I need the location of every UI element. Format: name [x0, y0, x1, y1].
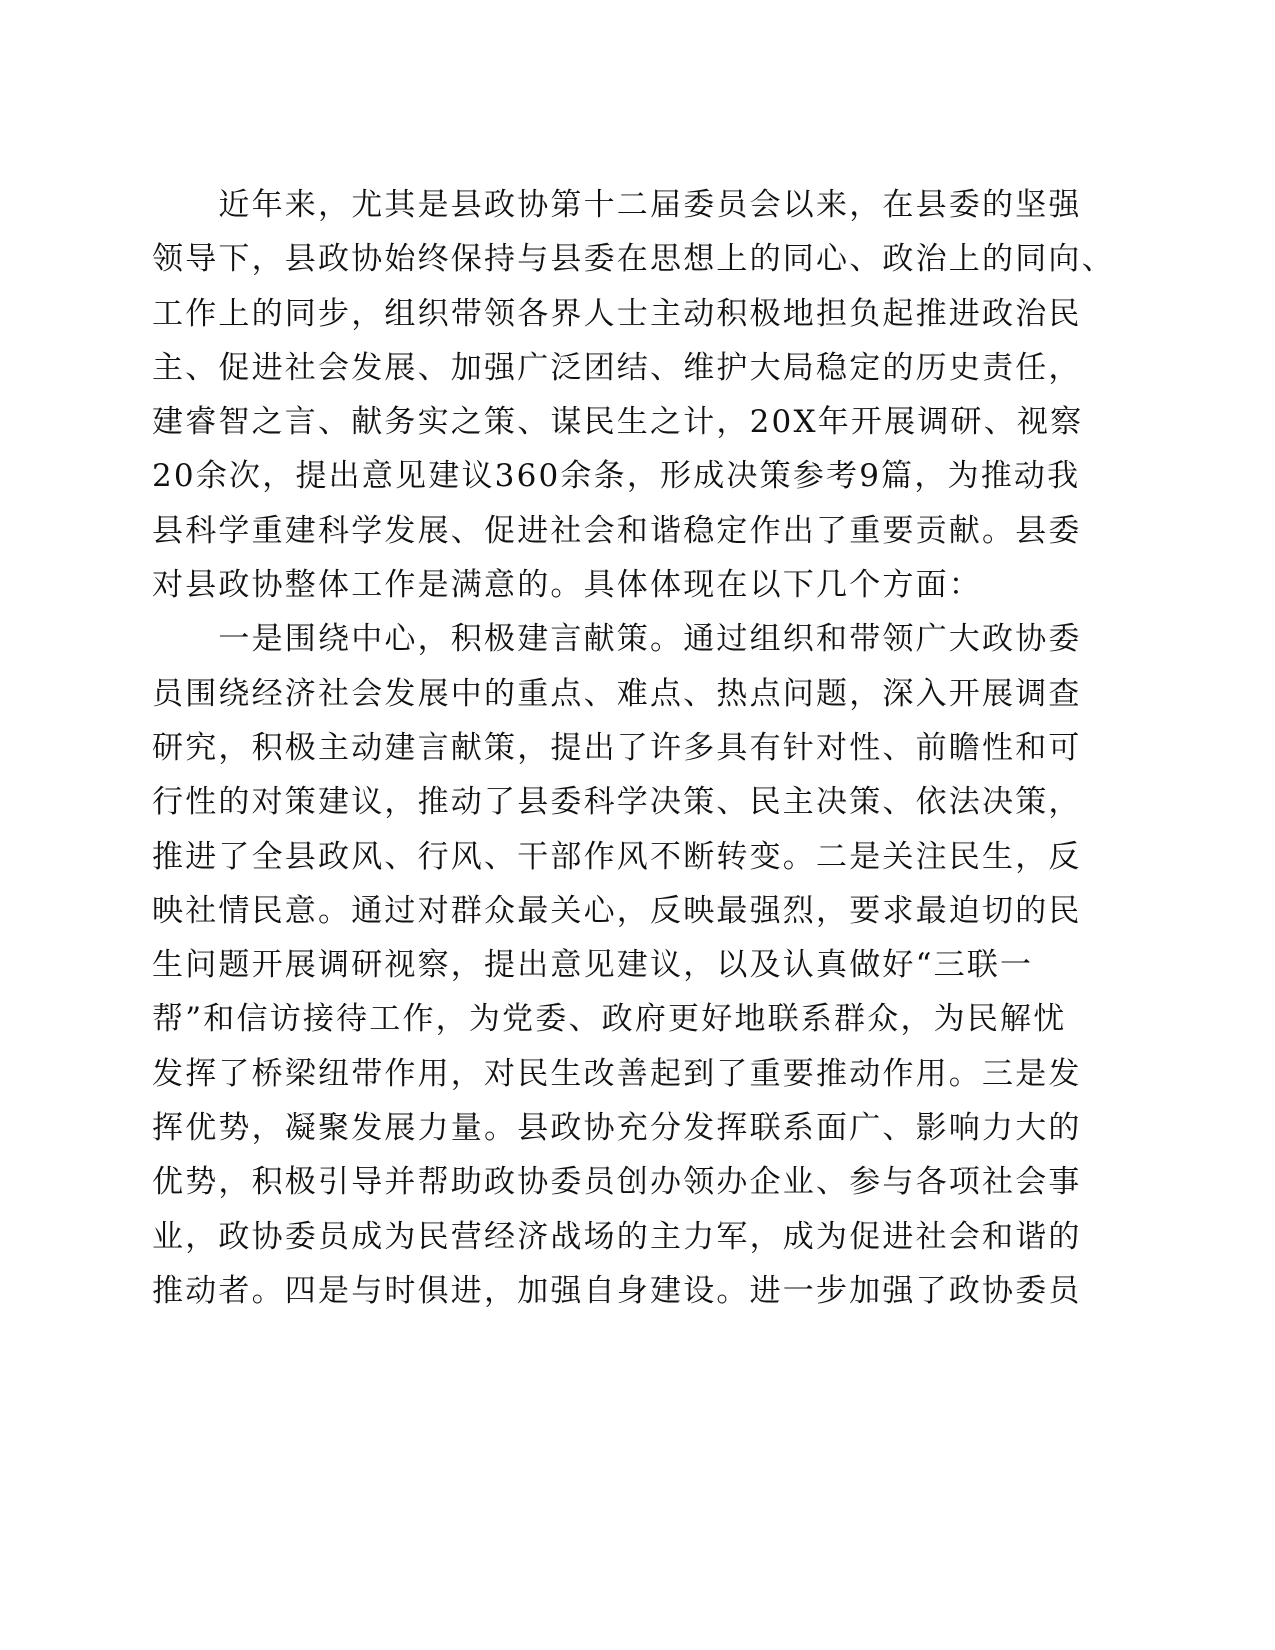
- text-line: 业，政协委员成为民营经济战场的主力军，成为促进社会和谐的: [152, 1218, 1082, 1255]
- text-line: 推进了全县政风、行风、干部作风不断转变。二是关注民生，反: [152, 838, 1082, 875]
- text-line: 工作上的同步，组织带领各界人士主动积极地担负起推进政治民: [152, 295, 1082, 332]
- text-line: 20余次，提出意见建议360余条，形成决策参考9篇，为推动我: [152, 458, 1081, 495]
- text-line: 领导下，县政协始终保持与县委在思想上的同心、政治上的同向、: [152, 241, 1115, 278]
- text-line: 对县政协整体工作是满意的。具体体现在以下几个方面：: [152, 567, 982, 604]
- text-line: 发挥了桥梁纽带作用，对民生改善起到了重要推动作用。三是发: [152, 1055, 1082, 1092]
- text-line: 建睿智之言、献务实之策、谋民生之计，20X年开展调研、视察: [152, 404, 1084, 441]
- text-line: 映社情民意。通过对群众最关心，反映最强烈，要求最迫切的民: [152, 892, 1082, 929]
- text-line: 一是围绕中心，积极建言献策。通过组织和带领广大政协委: [152, 621, 1082, 658]
- text-line: 近年来，尤其是县政协第十二届委员会以来，在县委的坚强: [152, 187, 1082, 223]
- text-line: 生问题开展调研视察，提出意见建议，以及认真做好“三联一: [152, 947, 1034, 984]
- text-line: 帮”和信访接待工作，为党委、政府更好地联系群众，为民解忧: [152, 1001, 1067, 1038]
- text-line: 挥优势，凝聚发展力量。县政协充分发挥联系面广、影响力大的: [152, 1110, 1082, 1147]
- text-line: 推动者。四是与时俱进，加强自身建设。进一步加强了政协委员: [152, 1272, 1082, 1309]
- body-text: [152, 178, 1115, 1318]
- text-line: 行性的对策建议，推动了县委科学决策、民主决策、依法决策，: [152, 784, 1082, 821]
- text-line: 主、促进社会发展、加强广泛团结、维护大局稳定的历史责任，: [152, 349, 1082, 386]
- text-line: 优势，积极引导并帮助政协委员创办领办企业、参与各项社会事: [152, 1164, 1082, 1201]
- text-line: 县科学重建科学发展、促进社会和谐稳定作出了重要贡献。县委: [152, 512, 1082, 549]
- text-line: 员围绕经济社会发展中的重点、难点、热点问题，深入开展调查: [152, 675, 1082, 712]
- text-line: 研究，积极主动建言献策，提出了许多具有针对性、前瞻性和可: [152, 729, 1082, 766]
